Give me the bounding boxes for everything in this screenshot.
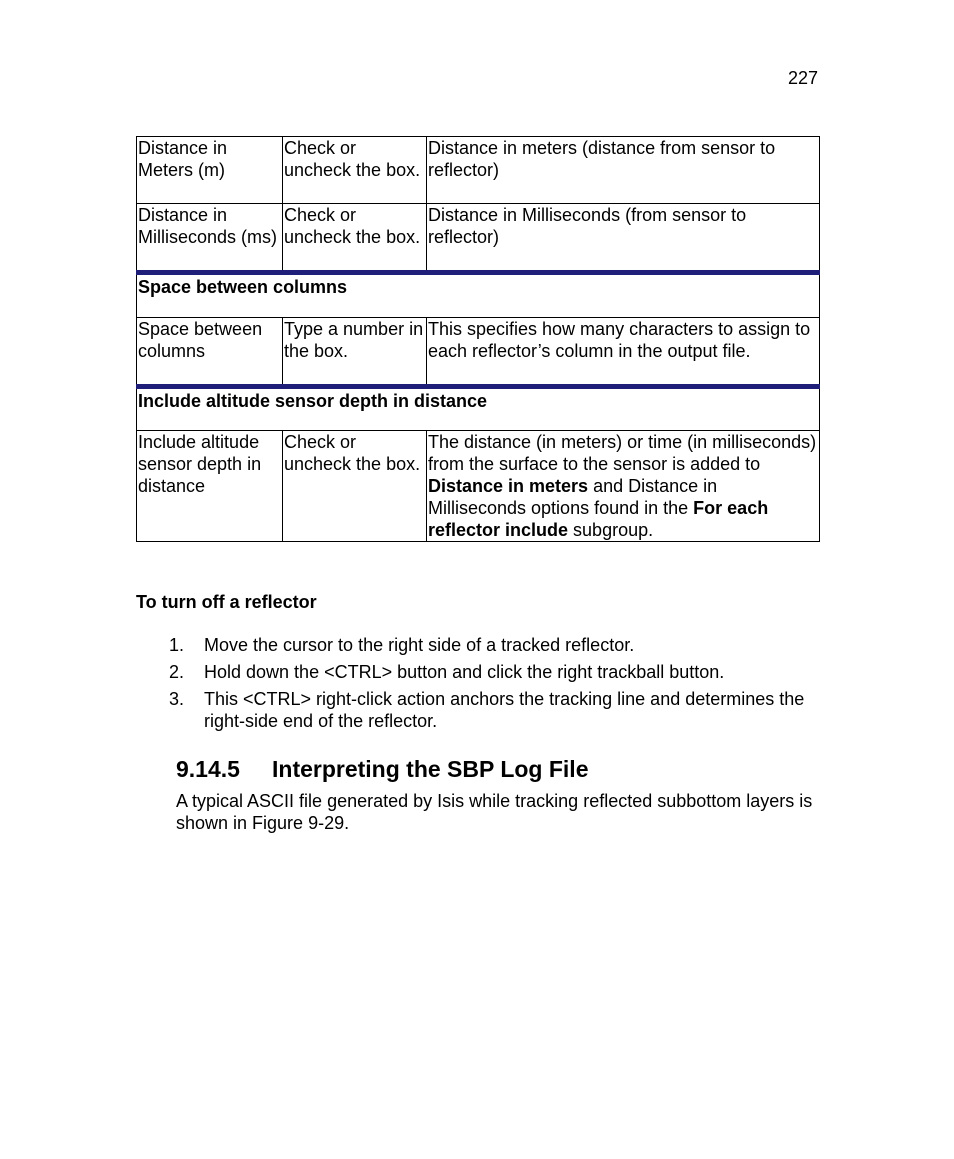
description-emphasis: For each reflector include xyxy=(428,498,769,540)
list-item xyxy=(136,661,826,683)
section-body: A typical ASCII file generated by Isis while tracking reflected subbottom layers is shown in Figure 9-29. xyxy=(176,791,813,833)
procedure-heading: To turn off a reflector xyxy=(136,592,317,612)
parameter-name-cell: Distance in Milliseconds (ms) xyxy=(137,204,283,273)
table-row xyxy=(137,137,820,204)
action-cell: Type a number in the box. xyxy=(283,318,427,387)
page-number: 227 xyxy=(787,68,818,88)
group-label-cell: Space between columns xyxy=(137,273,820,318)
step-number: 3. xyxy=(169,689,185,709)
table-row xyxy=(137,318,820,387)
group-label-cell: Include altitude sensor depth in distance xyxy=(137,387,820,431)
list-item xyxy=(136,634,826,656)
table-row xyxy=(137,204,820,273)
description-cell xyxy=(427,431,820,542)
step-number: 2. xyxy=(169,662,185,682)
step-text: Hold down the <CTRL> button and click the right trackball button. xyxy=(204,662,725,682)
step-number: 1. xyxy=(169,635,185,655)
table-group-row xyxy=(137,387,820,431)
table-row xyxy=(137,431,820,542)
parameters-table xyxy=(136,136,820,542)
description-text: The distance (in meters) or time (in milliseconds) from the surface to the sensor is added to xyxy=(428,432,817,474)
action-cell: Check or uncheck the box. xyxy=(283,204,427,273)
section-heading xyxy=(176,755,589,783)
description-cell: Distance in meters (distance from sensor to reflector) xyxy=(427,137,820,204)
description-cell: This specifies how many characters to assign to each reflector’s column in the output file. xyxy=(427,318,820,387)
step-text: Move the cursor to the right side of a tracked reflector. xyxy=(204,635,635,655)
table-group-row xyxy=(137,273,820,318)
action-cell: Check or uncheck the box. xyxy=(283,137,427,204)
step-text: This <CTRL> right-click action anchors the tracking line and determines the right-side end of the reflector. xyxy=(204,689,805,731)
description-cell: Distance in Milliseconds (from sensor to reflector) xyxy=(427,204,820,273)
procedure-steps xyxy=(136,634,826,737)
description-text: and Distance in Milliseconds options found in the xyxy=(428,476,718,518)
description-emphasis: Distance in meters xyxy=(428,476,589,496)
parameter-name-cell: Include altitude sensor depth in distance xyxy=(137,431,283,542)
action-cell: Check or uncheck the box. xyxy=(283,431,427,542)
description-text: subgroup. xyxy=(568,520,654,540)
parameter-name-cell: Distance in Meters (m) xyxy=(137,137,283,204)
section-title: Interpreting the SBP Log File xyxy=(272,756,589,782)
section-number: 9.14.5 xyxy=(176,756,240,782)
list-item xyxy=(136,688,826,732)
parameter-name-cell: Space between columns xyxy=(137,318,283,387)
